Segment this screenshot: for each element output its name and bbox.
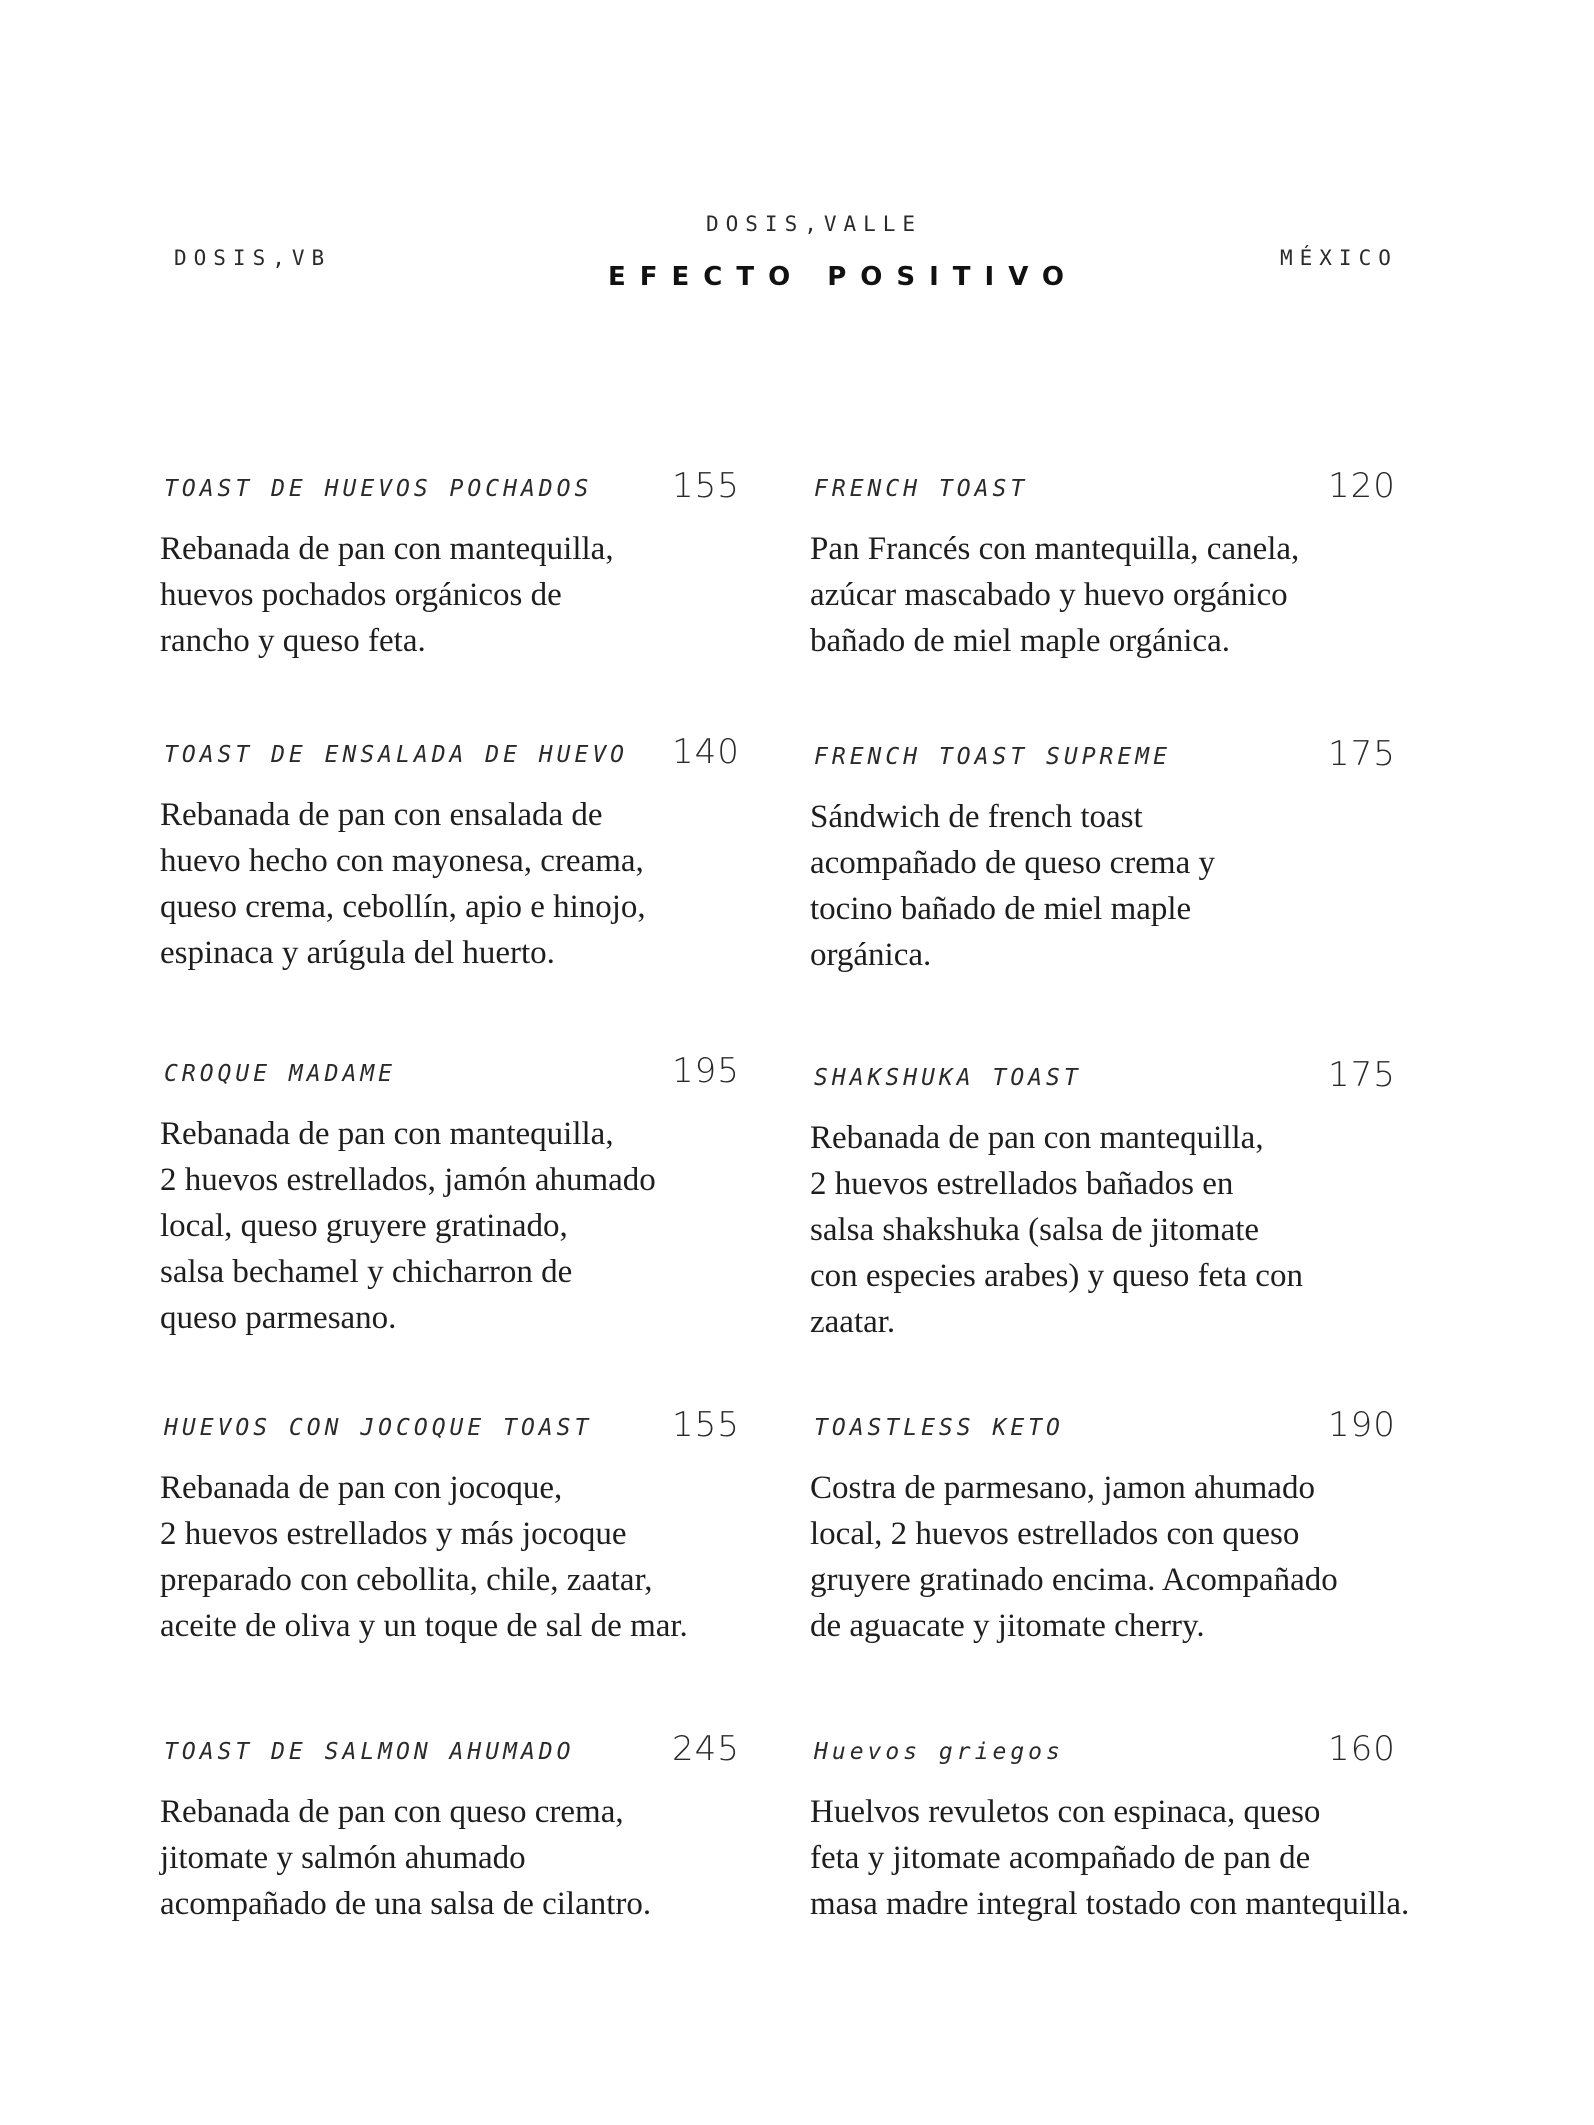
menu-item-price: 175	[1328, 1055, 1396, 1095]
menu-item-description: Rebanada de pan con mantequilla, 2 huevos estrellados bañados en salsa shakshuka (salsa de jitomate con especies arabes) y queso feta con zaatar.	[810, 1120, 1303, 1340]
menu-item-description: Pan Francés con mantequilla, canela, azúcar mascabado y huevo orgánico bañado de miel maple orgánica.	[810, 531, 1300, 659]
menu-item-price: 120	[1328, 466, 1396, 506]
menu-item-price: 175	[1328, 734, 1396, 774]
header-center-label: DOSIS,VALLE	[706, 212, 923, 236]
menu-item-price: 190	[1328, 1405, 1396, 1445]
menu-item-description: Rebanada de pan con jocoque, 2 huevos estrellados y más jocoque preparado con cebollita, chile, zaatar, aceite de oliva y un toque de sal de mar.	[160, 1470, 688, 1644]
menu-item-name: Huevos griegos	[814, 1739, 1064, 1765]
menu-item-price: 155	[672, 466, 740, 506]
menu-item-name: TOASTLESS KETO	[814, 1415, 1064, 1441]
menu-item-name: TOAST DE ENSALADA DE HUEVO	[164, 742, 629, 768]
menu-item-description: Huelvos revuletos con espinaca, queso feta y jitomate acompañado de pan de masa madre integral tostado con mantequilla.	[810, 1794, 1410, 1922]
menu-item-price: 195	[672, 1051, 740, 1091]
menu-item-name: HUEVOS CON JOCOQUE TOAST	[164, 1415, 593, 1441]
menu-item-name: CROQUE MADAME	[164, 1061, 397, 1087]
menu-item-name: TOAST DE SALMON AHUMADO	[164, 1739, 575, 1765]
header-left-label: DOSIS,VB	[174, 246, 332, 270]
menu-item-price: 155	[672, 1405, 740, 1445]
menu-item-description: Costra de parmesano, jamon ahumado local, 2 huevos estrellados con queso gruyere gratinado encima. Acompañado de aguacate y jitomate cherry.	[810, 1470, 1338, 1644]
menu-item-name: FRENCH TOAST	[814, 476, 1029, 502]
header-right-label: MÉXICO	[1280, 246, 1398, 270]
menu-item-description: Rebanada de pan con ensalada de huevo hecho con mayonesa, creama, queso crema, cebollín, apio e hinojo, espinaca y arúgula del huerto.	[160, 797, 646, 971]
menu-item-name: SHAKSHUKA TOAST	[814, 1065, 1082, 1091]
menu-item-description: Sándwich de french toast acompañado de queso crema y tocino bañado de miel maple orgánica.	[810, 799, 1215, 973]
menu-item-price: 245	[672, 1729, 740, 1769]
menu-item-name: FRENCH TOAST SUPREME	[814, 744, 1171, 770]
menu-item-name: TOAST DE HUEVOS POCHADOS	[164, 476, 593, 502]
page-title: EFECTO POSITIVO	[608, 262, 1078, 292]
menu-item-description: Rebanada de pan con mantequilla, 2 huevos estrellados, jamón ahumado local, queso gruyere gratinado, salsa bechamel y chicharron de queso parmesano.	[160, 1116, 656, 1336]
menu-item-price: 140	[672, 732, 740, 772]
menu-item-description: Rebanada de pan con mantequilla, huevos pochados orgánicos de rancho y queso feta.	[160, 531, 614, 659]
menu-item-price: 160	[1328, 1729, 1396, 1769]
menu-item-description: Rebanada de pan con queso crema, jitomate y salmón ahumado acompañado de una salsa de cilantro.	[160, 1794, 652, 1922]
